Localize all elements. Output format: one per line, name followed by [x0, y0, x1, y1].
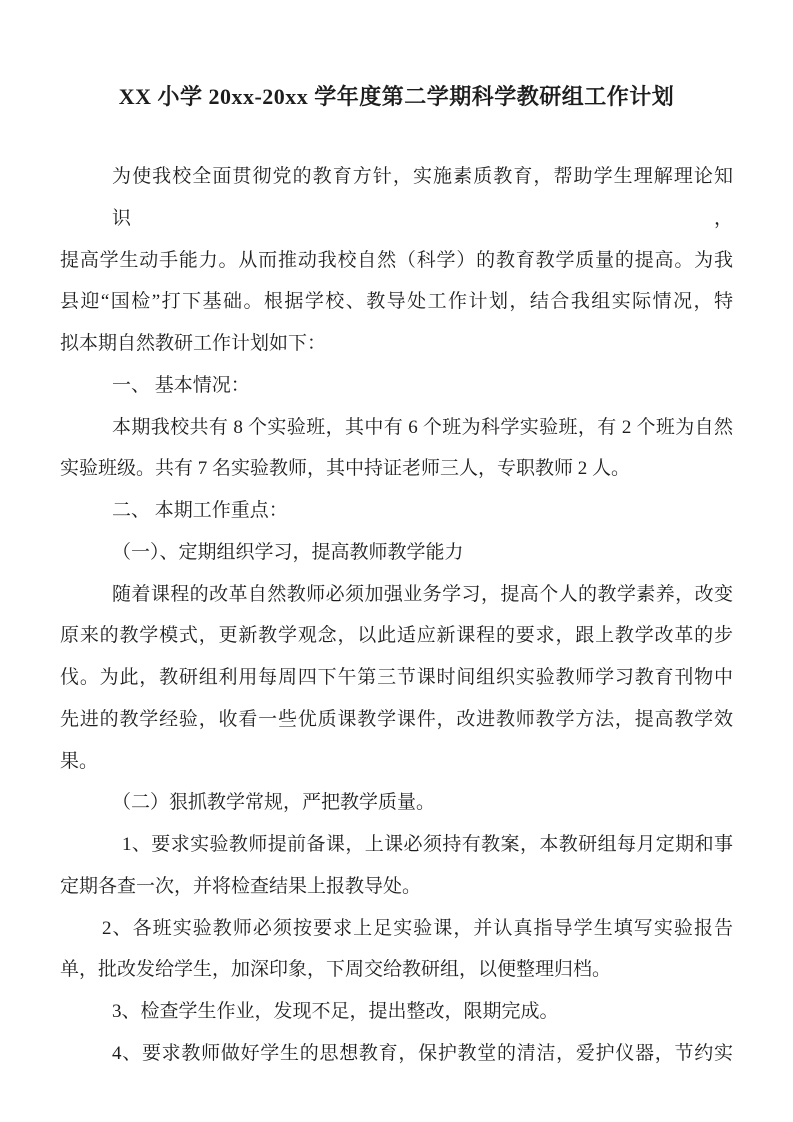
doc-line: 县迎“国检”打下基础。根据学校、教导处工作计划，结合我组实际情况，特 [60, 291, 733, 313]
page-title: XX 小学 20xx-20xx 学年度第二学期科学教研组工作计划 [118, 84, 675, 109]
doc-line: 随着课程的改革自然教师必须加强业务学习，提高个人的教学素养，改变 [112, 583, 733, 605]
doc-line: （二）狠抓教学常规，严把教学质量。 [112, 792, 436, 814]
doc-line: 2、各班实验教师必须按要求上足实验课，并认真指导学生填写实验报告 [102, 917, 733, 939]
doc-line: 果。 [60, 750, 99, 772]
doc-line: 4、要求教师做好学生的思想教育，保护教堂的清洁，爱护仪器，节约实 [112, 1042, 733, 1064]
doc-line: （一）、定期组织学习，提高教师教学能力 [112, 541, 464, 563]
doc-line: 提高学生动手能力。从而推动我校自然（科学）的教育教学质量的提高。为我 [60, 249, 733, 271]
doc-line: 原来的教学模式，更新教学观念，以此适应新课程的要求，跟上教学改革的步 [60, 625, 733, 647]
doc-line: 3、检查学生作业，发现不足，提出整改，限期完成。 [112, 1001, 559, 1022]
doc-line: 单，批改发给学生，加深印象，下周交给教研组，以便整理归档。 [60, 959, 612, 981]
doc-line: 二、 本期工作重点： [112, 500, 288, 521]
doc-line: 实验班级。共有 7 名实验教师，其中持证老师三人，专职教师 2 人。 [60, 458, 631, 480]
doc-line: 为使我校全面贯彻党的教育方针，实施素质教育，帮助学生理解理论知识， [112, 166, 733, 229]
doc-line: 1、要求实验教师提前备课，上课必须持有教案，本教研组每月定期和事 [122, 834, 733, 855]
document-body [60, 156, 733, 1075]
doc-line: 本期我校共有 8 个实验班，其中有 6 个班为科学实验班，有 2 个班为自然 [112, 416, 733, 438]
doc-line: 伐。为此，教研组利用每周四下午第三节课时间组织实验教师学习教育刊物中 [60, 667, 733, 688]
doc-line: 定期各查一次，并将检查结果上报教导处。 [60, 875, 422, 897]
doc-line: 拟本期自然教研工作计划如下： [60, 333, 327, 354]
doc-line: 先进的教学经验，收看一些优质课教学课件，改进教师教学方法，提高教学效 [60, 708, 733, 730]
doc-line: 一、 基本情况： [112, 374, 250, 396]
